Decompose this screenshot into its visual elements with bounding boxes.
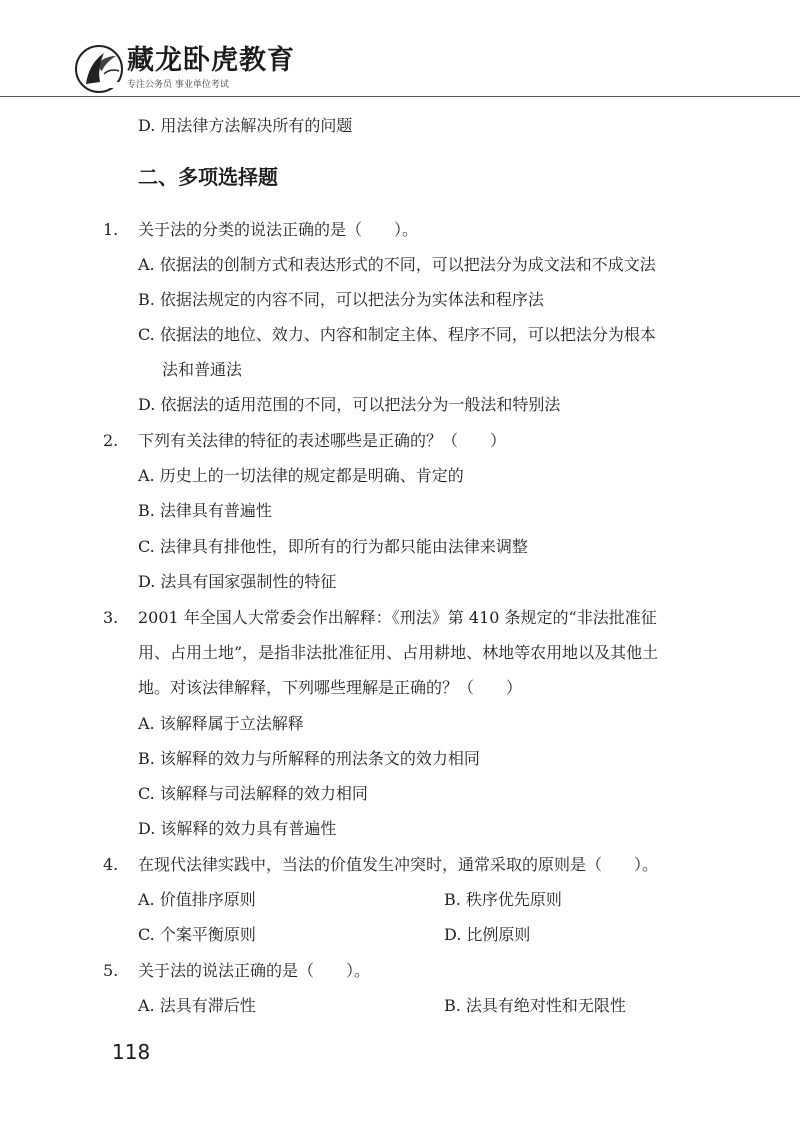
question-number: 4. bbox=[103, 855, 119, 874]
question-stem-line-2: 用、占用土地”，是指非法批准征用、占用耕地、林地等农用地以及其他土 bbox=[138, 643, 659, 662]
question-number: 1. bbox=[103, 220, 119, 239]
option-c: C. 个案平衡原则 bbox=[138, 925, 256, 944]
page-number: 118 bbox=[112, 1040, 151, 1064]
option-a: A. 历史上的一切法律的规定都是明确、肯定的 bbox=[138, 466, 464, 485]
question-stem: 下列有关法律的特征的表述哪些是正确的？（ ） bbox=[138, 431, 507, 450]
option-a: A. 价值排序原则 bbox=[138, 890, 256, 909]
question-stem: 关于法的说法正确的是（ ）。 bbox=[138, 961, 371, 980]
brand-name: 藏龙卧虎教育 bbox=[127, 45, 295, 76]
previous-question-option-d: D. 用法律方法解决所有的问题 bbox=[138, 116, 353, 135]
option-b: B. 法具有绝对性和无限性 bbox=[444, 996, 626, 1015]
question-stem-line-1: 2001 年全国人大常委会作出解释：《刑法》第 410 条规定的“非法批准征 bbox=[138, 608, 657, 627]
option-c: C. 法律具有排他性，即所有的行为都只能由法律来调整 bbox=[138, 537, 528, 556]
option-c: C. 依据法的地位、效力、内容和制定主体、程序不同，可以把法分为根本 bbox=[138, 325, 656, 344]
option-b: B. 法律具有普遍性 bbox=[138, 501, 272, 520]
brand-tagline: 专注公务员 事业单位考试 bbox=[127, 80, 229, 90]
brand-logo-icon bbox=[74, 44, 124, 94]
option-d: D. 依据法的适用范围的不同，可以把法分为一般法和特别法 bbox=[138, 395, 561, 414]
option-c: C. 该解释与司法解释的效力相同 bbox=[138, 784, 368, 803]
question-number: 3. bbox=[103, 608, 119, 627]
option-d: D. 比例原则 bbox=[444, 925, 531, 944]
option-a: A. 依据法的创制方式和表达形式的不同，可以把法分为成文法和不成文法 bbox=[138, 255, 656, 274]
header-divider bbox=[0, 96, 800, 97]
option-a: A. 法具有滞后性 bbox=[138, 996, 256, 1015]
option-d: D. 该解释的效力具有普遍性 bbox=[138, 819, 337, 838]
option-b: B. 秩序优先原则 bbox=[444, 890, 562, 909]
question-stem: 关于法的分类的说法正确的是（ ）。 bbox=[138, 220, 419, 239]
question-number: 5. bbox=[103, 961, 119, 980]
page-header bbox=[0, 0, 800, 96]
option-b: B. 该解释的效力与所解释的刑法条文的效力相同 bbox=[138, 749, 480, 768]
section-title: 二、多项选择题 bbox=[138, 165, 278, 189]
question-stem: 在现代法律实践中，当法的价值发生冲突时，通常采取的原则是（ ）。 bbox=[138, 855, 659, 874]
option-a: A. 该解释属于立法解释 bbox=[138, 714, 304, 733]
option-b: B. 依据法规定的内容不同，可以把法分为实体法和程序法 bbox=[138, 290, 544, 309]
option-c-continued: 法和普通法 bbox=[162, 360, 243, 379]
question-stem-line-3: 地。对该法律解释，下列哪些理解是正确的？（ ） bbox=[138, 678, 523, 697]
option-d: D. 法具有国家强制性的特征 bbox=[138, 572, 337, 591]
question-number: 2. bbox=[103, 431, 119, 450]
